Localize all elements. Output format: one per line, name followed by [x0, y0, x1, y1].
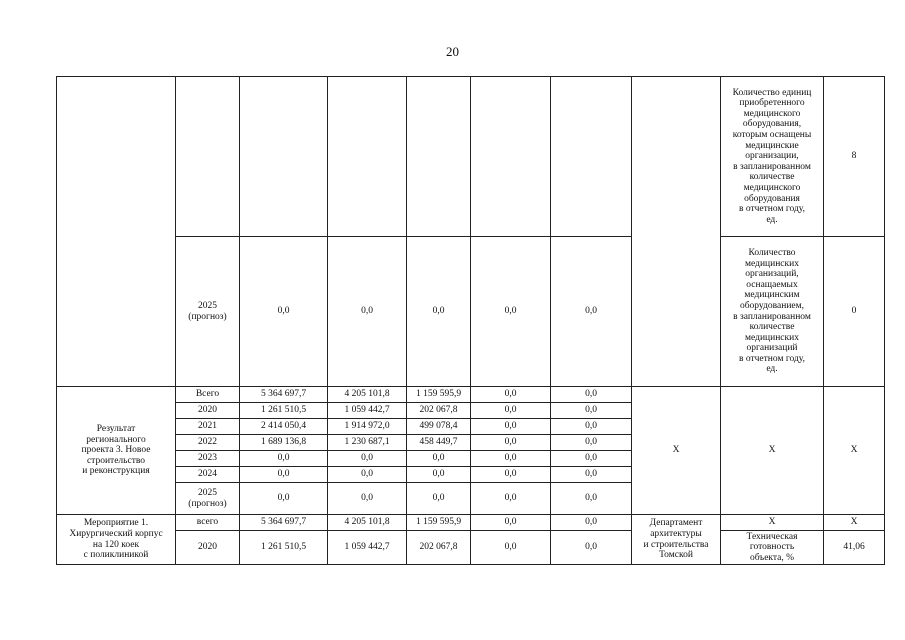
value-cell: 499 078,4	[407, 419, 471, 435]
value-cell: 0,0	[240, 451, 328, 467]
year-cell: 2023	[176, 451, 240, 467]
value-cell: 5 364 697,7	[240, 515, 328, 531]
empty-year-cell	[176, 77, 240, 237]
value-cell: 0,0	[240, 237, 328, 387]
year-cell: всего	[176, 515, 240, 531]
table-row	[57, 387, 885, 403]
executor-cell: Х	[632, 387, 721, 515]
value-cell: 0,0	[407, 237, 471, 387]
executor-cell: Департамент архитектуры и строительства Томской	[632, 515, 721, 565]
value-cell: 202 067,8	[407, 403, 471, 419]
value-cell: 0,0	[328, 483, 407, 515]
value-cell: 0,0	[471, 419, 551, 435]
empty-executor-cell	[632, 77, 721, 387]
value-cell: 0,0	[471, 387, 551, 403]
result-name: Результат регионального проекта 3. Новое строительство и реконструкция	[57, 387, 176, 515]
value-cell: 1 914 972,0	[328, 419, 407, 435]
value-cell: 0,0	[551, 435, 632, 451]
indicator-text: Х	[721, 387, 824, 515]
value-cell: 5 364 697,7	[240, 387, 328, 403]
value-cell: 458 449,7	[407, 435, 471, 451]
value-cell: 1 261 510,5	[240, 531, 328, 565]
value-cell: 1 059 442,7	[328, 403, 407, 419]
value-cell: 0,0	[407, 483, 471, 515]
indicator-value: Х	[824, 515, 885, 531]
value-cell: 0,0	[551, 403, 632, 419]
table-row	[57, 531, 885, 565]
value-cell: 1 261 510,5	[240, 403, 328, 419]
year-cell: 2020	[176, 403, 240, 419]
value-cell: 1 230 687,1	[328, 435, 407, 451]
table-row	[57, 515, 885, 531]
year-cell: 2025 (прогноз)	[176, 237, 240, 387]
value-cell: 0,0	[328, 451, 407, 467]
value-cell: 0,0	[551, 467, 632, 483]
value-cell: 0,0	[407, 451, 471, 467]
value-cell: 2 414 050,4	[240, 419, 328, 435]
value-cell: 0,0	[471, 515, 551, 531]
table-row	[57, 77, 885, 237]
year-cell: 2021	[176, 419, 240, 435]
value-cell: 0,0	[551, 483, 632, 515]
value-cell: 0,0	[240, 483, 328, 515]
value-cell: 4 205 101,8	[328, 387, 407, 403]
event-name: Мероприятие 1. Хирургический корпус на 120 коек с поликлиникой	[57, 515, 176, 565]
value-cell: 0,0	[471, 483, 551, 515]
year-cell: 2022	[176, 435, 240, 451]
value-cell: 202 067,8	[407, 531, 471, 565]
value-cell: 0,0	[407, 467, 471, 483]
indicator-value: 0	[824, 237, 885, 387]
budget-table	[56, 76, 885, 565]
year-cell: 2020	[176, 531, 240, 565]
value-cell: 0,0	[240, 467, 328, 483]
indicator-text: Количество единиц приобретенного медицинского оборудования, которым оснащены медицинские организации, в запланированном количестве медицинского оборудования в отчетном году, ед.	[721, 77, 824, 237]
value-cell: 0,0	[328, 237, 407, 387]
value-cell: 0,0	[471, 237, 551, 387]
value-cell: 0,0	[471, 435, 551, 451]
value-cell: 0,0	[551, 237, 632, 387]
value-cell: 1 059 442,7	[328, 531, 407, 565]
value-cell: 0,0	[551, 515, 632, 531]
value-cell: 1 159 595,9	[407, 515, 471, 531]
value-cell: 0,0	[328, 467, 407, 483]
value-cell: 0,0	[471, 451, 551, 467]
value-cell: 4 205 101,8	[328, 515, 407, 531]
value-cell: 1 159 595,9	[407, 387, 471, 403]
value-cell: 0,0	[551, 451, 632, 467]
page-number: 20	[446, 44, 459, 59]
empty-name-cell	[57, 77, 176, 387]
value-cell: 0,0	[551, 531, 632, 565]
value-cell: 0,0	[551, 387, 632, 403]
table-row	[57, 237, 885, 387]
value-cell: 0,0	[471, 531, 551, 565]
value-cell: 0,0	[551, 419, 632, 435]
value-cell: 0,0	[471, 467, 551, 483]
indicator-value: 41,06	[824, 531, 885, 565]
indicator-text: Х	[721, 515, 824, 531]
year-cell: Всего	[176, 387, 240, 403]
indicator-text: Количество медицинских организаций, оснащаемых медицинским оборудованием, в запланированном количестве медицинских организаций в отчетном году, ед.	[721, 237, 824, 387]
indicator-value: Х	[824, 387, 885, 515]
value-cell: 0,0	[471, 403, 551, 419]
year-cell: 2024	[176, 467, 240, 483]
indicator-value: 8	[824, 77, 885, 237]
year-cell: 2025 (прогноз)	[176, 483, 240, 515]
indicator-text: Техническая готовность объекта, %	[721, 531, 824, 565]
value-cell: 1 689 136,8	[240, 435, 328, 451]
